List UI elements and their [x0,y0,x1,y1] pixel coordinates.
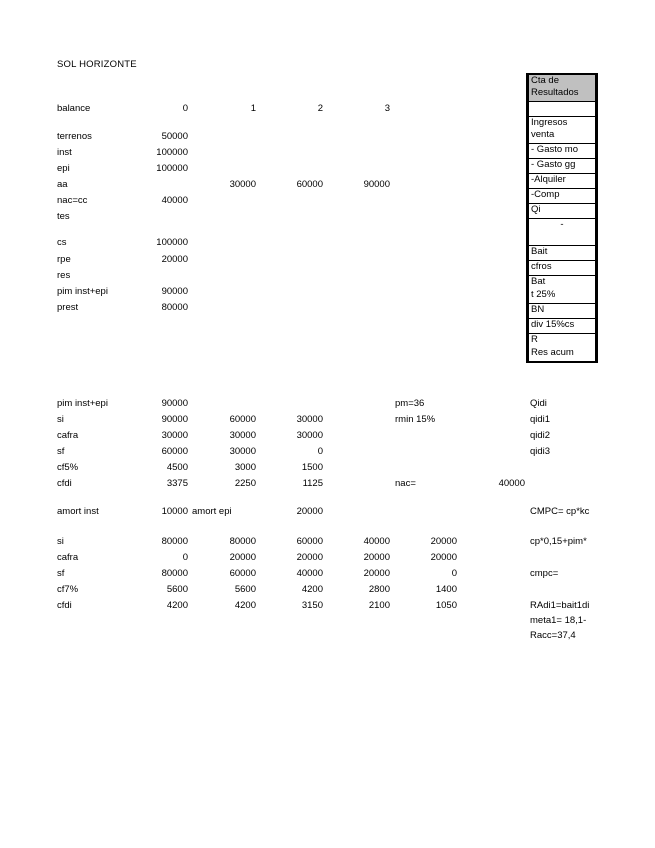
row-value: 20000 [363,552,390,563]
qidi-label: qidi2 [530,430,551,441]
row-label: pim inst+epi [57,286,108,297]
amort-epi-value: 20000 [296,506,323,517]
nac-label: nac= [395,478,416,489]
row-value: 80000 [161,302,188,313]
row-value: 1500 [301,462,323,473]
row-value: 4500 [166,462,188,473]
row-value: 3375 [166,478,188,489]
row-value: 40000 [296,568,323,579]
qidi-label: Qidi [530,398,547,409]
row-label: res [57,270,71,281]
row-label: aa [57,179,68,190]
results-item: Ingresos venta [528,117,596,144]
results-item: Bait [528,246,596,261]
pm-note: pm=36 [395,398,425,409]
row-value: 0 [317,446,323,457]
note: meta1= 18,1- [530,615,587,626]
row-value: 40000 [161,195,188,206]
row-value: 80000 [229,536,256,547]
results-item: R [528,334,596,347]
row-label: prest [57,302,79,313]
row-value: 90000 [161,286,188,297]
row-value: 30000 [229,430,256,441]
row-value: 20000 [430,536,457,547]
note: cmpc= [530,568,559,579]
amort-inst-label: amort inst [57,506,99,517]
row-value: 60000 [229,568,256,579]
sheet-title: SOL HORIZONTE [57,59,137,70]
row-value: 50000 [161,131,188,142]
row-label: tes [57,211,70,222]
row-value: 40000 [363,536,390,547]
amort-epi-label: amort epi [192,506,232,517]
results-item: Res acum [528,347,596,361]
row-value: 4200 [166,600,188,611]
note: RAdi1=bait1di [530,600,590,611]
row-label: cfdi [57,600,72,611]
row-label: cf7% [57,584,79,595]
row-value: 60000 [161,446,188,457]
year-1: 1 [250,103,256,114]
nac-value: 40000 [498,478,525,489]
row-value: 90000 [161,398,188,409]
year-3: 3 [384,103,390,114]
results-item: - Gasto gg [528,159,596,174]
results-item: - Gasto mo [528,144,596,159]
row-label: cf5% [57,462,79,473]
row-value: 60000 [229,414,256,425]
row-value: 30000 [296,430,323,441]
row-value: 5600 [234,584,256,595]
row-value: 100000 [156,163,188,174]
row-value: 100000 [156,147,188,158]
row-label: pim inst+epi [57,398,108,409]
row-value: 1050 [435,600,457,611]
cmpc-note: CMPC= cp*kc [530,506,590,517]
row-label: cfdi [57,478,72,489]
row-value: 30000 [229,179,256,190]
row-label: nac=cc [57,195,88,206]
qidi-label: qidi3 [530,446,551,457]
results-item: BN [528,304,596,319]
row-label: sf [57,446,65,457]
row-label: inst [57,147,72,158]
row-label: si [57,414,64,425]
row-value: 30000 [161,430,188,441]
row-value: 3000 [234,462,256,473]
row-value: 90000 [161,414,188,425]
row-label: sf [57,568,65,579]
row-value: 60000 [296,536,323,547]
row-value: 20000 [363,568,390,579]
row-value: 30000 [296,414,323,425]
row-label: rpe [57,254,71,265]
results-item: Qi [528,204,596,219]
row-value: 0 [451,568,457,579]
row-label: cafra [57,552,79,563]
row-value: 60000 [296,179,323,190]
results-item [528,102,596,117]
row-value: 1400 [435,584,457,595]
row-value: 20000 [296,552,323,563]
row-value: 2250 [234,478,256,489]
year-2: 2 [317,103,323,114]
row-value: 0 [182,552,188,563]
results-box [526,73,598,363]
note: cp*0,15+pim* [530,536,587,547]
results-item: cfros [528,261,596,276]
results-item: - [528,219,596,246]
results-item: -Alquiler [528,174,596,189]
results-item: Bat [528,276,596,289]
row-label: cafra [57,430,79,441]
results-item: div 15%cs [528,319,596,334]
row-value: 20000 [229,552,256,563]
year-0: 0 [182,103,188,114]
row-value: 4200 [301,584,323,595]
row-value: 100000 [156,237,188,248]
rmin-note: rmin 15% [395,414,436,425]
results-item: t 25% [528,289,596,304]
balance-label: balance [57,103,91,114]
row-label: terrenos [57,131,92,142]
row-value: 80000 [161,568,188,579]
note: Racc=37,4 [530,630,576,641]
qidi-label: qidi1 [530,414,551,425]
row-value: 80000 [161,536,188,547]
results-box-header: Cta de Resultados [528,75,596,102]
row-value: 1125 [302,478,323,489]
row-value: 20000 [430,552,457,563]
amort-inst-value: 10000 [161,506,188,517]
row-value: 20000 [161,254,188,265]
row-value: 5600 [166,584,188,595]
row-value: 2800 [368,584,390,595]
row-label: si [57,536,64,547]
row-value: 30000 [229,446,256,457]
row-value: 90000 [363,179,390,190]
results-item: -Comp [528,189,596,204]
row-value: 3150 [301,600,323,611]
row-label: cs [57,237,67,248]
row-label: epi [57,163,70,174]
row-value: 2100 [368,600,390,611]
row-value: 4200 [234,600,256,611]
